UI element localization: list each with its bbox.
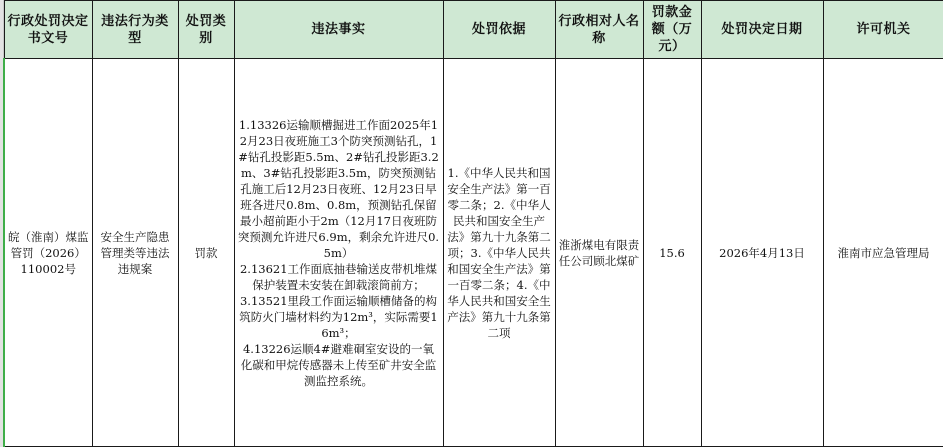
cell-penalty-type[interactable]: 罚款 bbox=[178, 59, 234, 447]
header-doc-no[interactable]: 行政处罚决定书文号 bbox=[4, 1, 92, 59]
header-penalty-type[interactable]: 处罚类别 bbox=[178, 1, 234, 59]
header-row bbox=[4, 1, 943, 59]
cell-basis[interactable]: 1.《中华人民共和国安全生产法》第一百零二条；2.《中华人民共和国安全生产法》第九十九条第二项；3.《中华人民共和国安全生产法》第一百零二条；4.《中华人民共和国安全生产法》第九十九条第二项 bbox=[443, 59, 555, 447]
cell-doc-no[interactable]: 皖（淮南）煤监管罚（2026）110002号 bbox=[4, 59, 92, 447]
header-amount[interactable]: 罚款金额（万元） bbox=[643, 1, 701, 59]
cell-date[interactable]: 2026年4月13日 bbox=[701, 59, 823, 447]
table-row bbox=[4, 59, 943, 447]
header-date[interactable]: 处罚决定日期 bbox=[701, 1, 823, 59]
penalty-table bbox=[3, 0, 943, 447]
fact-item-4: 4.13226运顺4#避难硐室安设的一氧化碳和甲烷传感器未上传至矿井安全监测监控系统。 bbox=[240, 341, 437, 388]
header-violation-type[interactable]: 违法行为类型 bbox=[92, 1, 178, 59]
fact-item-2: 2.13621工作面底抽巷输送皮带机堆煤保护装置未安装在卸载滚筒前方； bbox=[239, 261, 438, 292]
header-facts[interactable]: 违法事实 bbox=[234, 1, 443, 59]
header-party[interactable]: 行政相对人名称 bbox=[555, 1, 643, 59]
fact-item-3: 3.13521里段工作面运输顺槽储备的构筑防火门墙材料约为12m³，实际需要16m³； bbox=[239, 293, 438, 340]
cell-party[interactable]: 淮浙煤电有限责任公司顾北煤矿 bbox=[555, 59, 643, 447]
cell-violation-type[interactable]: 安全生产隐患管理类等违法违规案 bbox=[92, 59, 178, 447]
cell-amount[interactable]: 15.6 bbox=[643, 59, 701, 447]
cell-authority[interactable]: 淮南市应急管理局 bbox=[823, 59, 943, 447]
cell-facts[interactable] bbox=[234, 59, 443, 447]
header-authority[interactable]: 许可机关 bbox=[823, 1, 943, 59]
fact-item-1: 1.13326运输顺槽掘进工作面2025年12月23日夜班施工3个防突预测钻孔，1#钻孔投影距5.5m、2#钻孔投影距3.2m、3#钻孔投影距3.5m，防突预测钻孔施工后12月23日夜班、12月23日早班各进尺0.8m、0.8m，预测钻孔保留最小超前距小于2m（12月17日夜班防突预测允许进尺6.9m，剩余允许进尺0.5m） bbox=[237, 117, 440, 260]
header-basis[interactable]: 处罚依据 bbox=[443, 1, 555, 59]
